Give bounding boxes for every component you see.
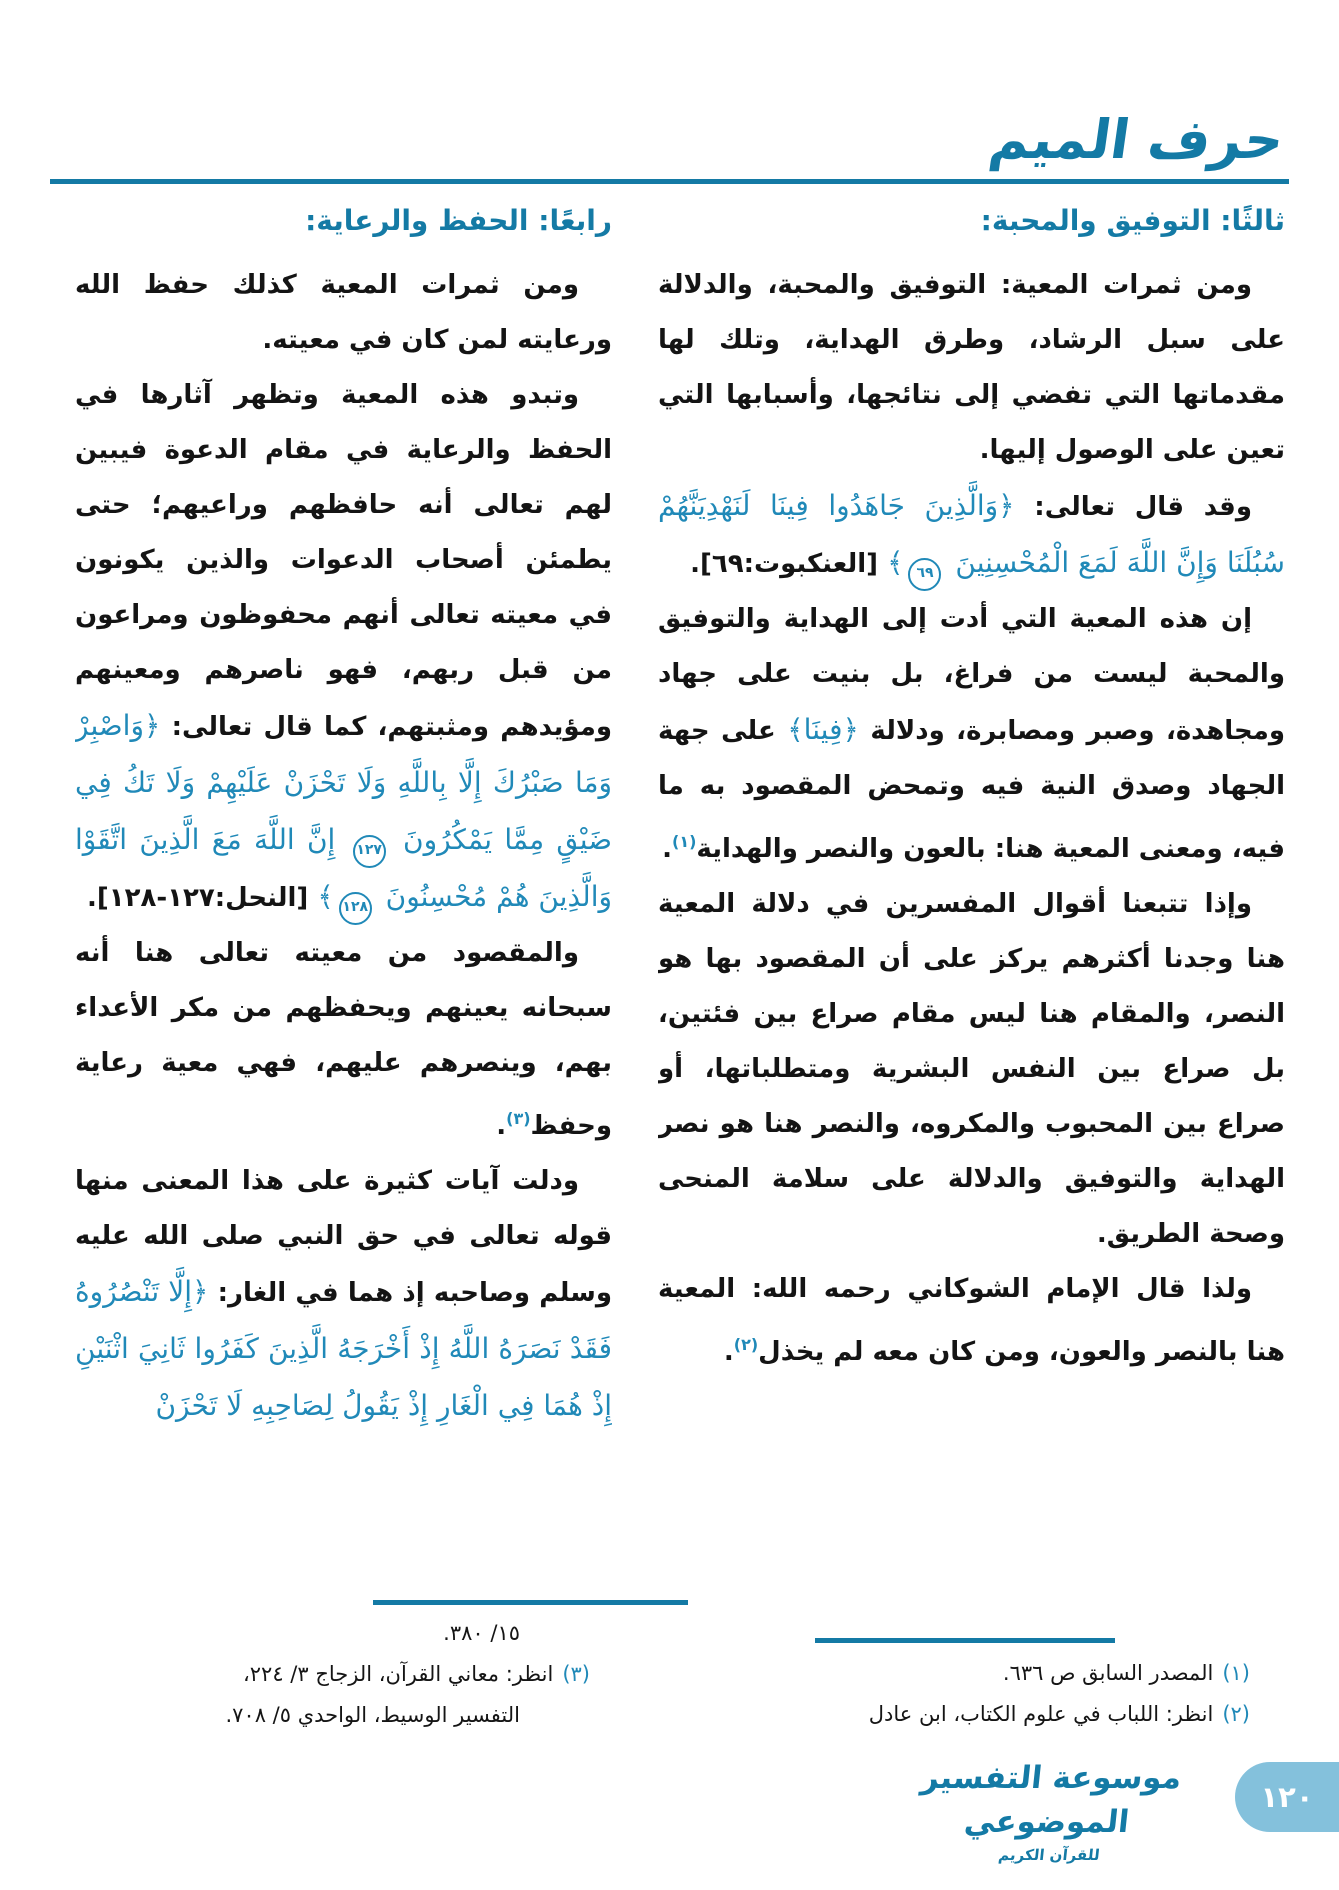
footnote-line xyxy=(75,1654,612,1695)
paragraph xyxy=(75,258,612,368)
quran-text: إِنَّ اللَّهَ مَعَ الَّذِينَ اتَّقَوْا وَالَّذِينَ هُمْ مُحْسِنُونَ xyxy=(75,823,612,913)
footnote-marker: (٣) xyxy=(562,1662,590,1686)
body-text: ومن ثمرات المعية: التوفيق والمحبة، والدلالة على سبل الرشاد، وطرق الهداية، وتلك لها مقدماتها التي تفضي إلى نتائجها، وأسبابها التي تعين على الوصول إليها. xyxy=(658,270,1285,465)
footnote-text: ١٥/ ٣٨٠. xyxy=(443,1621,520,1645)
body-text: ودلت آيات كثيرة على هذا المعنى منها قوله تعالى في حق النبي صلى الله عليه وسلم وصاحبه إذ هما في الغار: xyxy=(75,1166,612,1308)
header-rule xyxy=(50,179,1289,184)
quran-text: ﴾ xyxy=(317,880,334,913)
body-text: [النحل:١٢٧-١٢٨]. xyxy=(86,883,318,913)
logo-subtitle: للقرآن الكريم xyxy=(997,1846,1101,1864)
footnotes-left xyxy=(75,1600,612,1736)
paragraph xyxy=(658,478,1285,592)
text-columns xyxy=(75,196,1285,1435)
paragraph xyxy=(75,926,612,1154)
body-text: وتبدو هذه المعية وتظهر آثارها في الحفظ والرعاية في مقام الدعوة فيبين لهم تعالى أنه حافظهم وراعيهم؛ حتى يطمئن أصحاب الدعوات والذين يكونون في معيته تعالى أنهم محفوظون ومراعون من قبل ربهم، فهو ناصرهم ومعينهم ومؤيدهم ومثبتهم، كما قال تعالى: xyxy=(75,380,612,742)
logo-title: موسوعة التفسير الموضوعي xyxy=(919,1760,1184,1840)
paragraph xyxy=(658,258,1285,478)
paragraph xyxy=(658,592,1285,877)
quran-text: ﴿وَاصْبِرْ وَمَا صَبْرُكَ إِلَّا بِاللَّهِ وَلَا تَحْزَنْ عَلَيْهِمْ وَلَا تَكُ فِي ضَيْقٍ مِمَّا يَمْكُرُونَ xyxy=(75,709,612,856)
page-number-badge xyxy=(1235,1762,1339,1832)
verse-number-badge: ١٢٨ xyxy=(339,892,372,925)
footnote-line xyxy=(658,1653,1285,1694)
section-heading-third: ثالثًا: التوفيق والمحبة: xyxy=(980,204,1285,237)
body-text: . xyxy=(496,1111,507,1141)
publisher-logo xyxy=(899,1756,1199,1866)
verse-number-badge: ٦٩ xyxy=(908,558,941,591)
quran-text: ﴿إِلَّا تَنْصُرُوهُ فَقَدْ نَصَرَهُ اللَّهُ إِذْ أَخْرَجَهُ الَّذِينَ كَفَرُوا ثَانِيَ اثْنَيْنِ إِذْ هُمَا فِي الْغَارِ إِذْ يَقُولُ لِصَاحِبِهِ لَا تَحْزَنْ xyxy=(75,1275,612,1422)
body-text: ولذا قال الإمام الشوكاني رحمه الله: المعية هنا بالنصر والعون، ومن كان معه لم يخذل xyxy=(658,1274,1285,1367)
footnote-line xyxy=(75,1695,612,1736)
footnote-list xyxy=(75,1613,612,1736)
column-left xyxy=(75,196,612,1435)
footnotes-right xyxy=(658,1638,1285,1735)
section-heading-fourth: رابعًا: الحفظ والرعاية: xyxy=(305,204,612,237)
page-title xyxy=(984,100,1289,180)
footnote-separator xyxy=(373,1600,688,1605)
paragraph xyxy=(75,1154,612,1435)
body-text: . xyxy=(723,1337,734,1367)
paragraph xyxy=(658,1262,1285,1380)
body-text: . xyxy=(662,834,673,864)
footnote-line xyxy=(75,1613,612,1654)
footnote-separator xyxy=(815,1638,1115,1643)
footnote-text: انظر: معاني القرآن، الزجاج ٣/ ٢٢٤، xyxy=(243,1662,554,1686)
page-number: ١٢٠ xyxy=(1260,1780,1314,1814)
footnote-ref-marker: (٢) xyxy=(733,1335,759,1354)
footnote-ref-marker: (٣) xyxy=(506,1109,531,1128)
paragraph xyxy=(658,877,1285,1262)
footnote-marker: (٢) xyxy=(1222,1702,1250,1726)
footnote-ref-marker: (١) xyxy=(672,832,697,851)
body-text: على جهة الجهاد وصدق النية فيه وتمحض المقصود به ما فيه، ومعنى المعية هنا: بالعون والنصر والهداية xyxy=(658,716,1285,864)
quran-text: ﴿وَالَّذِينَ جَاهَدُوا فِينَا لَنَهْدِيَنَّهُمْ سُبُلَنَا وَإِنَّ اللَّهَ لَمَعَ الْمُحْسِنِينَ xyxy=(658,489,1285,579)
footnote-marker: (١) xyxy=(1222,1661,1250,1685)
column-right xyxy=(658,196,1285,1380)
body-text: والمقصود من معيته تعالى هنا أنه سبحانه يعينهم ويحفظهم من مكر الأعداء بهم، وينصرهم عليهم، فهي معية رعاية وحفظ xyxy=(75,938,612,1141)
body-text: ومن ثمرات المعية كذلك حفظ الله ورعايته لمن كان في معيته. xyxy=(75,270,612,355)
footnote-text: التفسير الوسيط، الواحدي ٥/ ٧٠٨. xyxy=(225,1703,520,1727)
footnote-line xyxy=(658,1694,1285,1735)
quran-text: ﴿فِينَا﴾ xyxy=(787,713,859,746)
paragraph-list-right xyxy=(658,258,1285,1380)
footnote-text: المصدر السابق ص ٦٣٦. xyxy=(1002,1661,1214,1685)
paragraph xyxy=(75,368,612,926)
body-text: [العنكبوت:٦٩]. xyxy=(690,549,888,579)
quran-text: ﴾ xyxy=(887,546,904,579)
body-text: وقد قال تعالى: xyxy=(1014,492,1252,522)
footnote-list xyxy=(658,1653,1285,1735)
body-text: إن هذه المعية التي أدت إلى الهداية والتوفيق والمحبة ليست من فراغ، بل بنيت على جهاد ومجاهدة، وصبر ومصابرة، ودلالة xyxy=(658,604,1285,746)
body-text: وإذا تتبعنا أقوال المفسرين في دلالة المعية هنا وجدنا أكثرهم يركز على أن المقصود بها هو النصر، والمقام هنا ليس مقام صراع بين فئتين، بل صراع بين النفس البشرية ومتطلباتها، أو صراع بين المحبوب والمكروه، والنصر هنا هو نصر الهداية والتوفيق والدلالة على سلامة المنحى وصحة الطريق. xyxy=(658,889,1285,1249)
paragraph-list-left xyxy=(75,258,612,1435)
verse-number-badge: ١٢٧ xyxy=(353,835,386,868)
chapter-title-text: حرف الميم xyxy=(985,108,1288,171)
footnote-text: انظر: اللباب في علوم الكتاب، ابن عادل xyxy=(868,1702,1214,1726)
